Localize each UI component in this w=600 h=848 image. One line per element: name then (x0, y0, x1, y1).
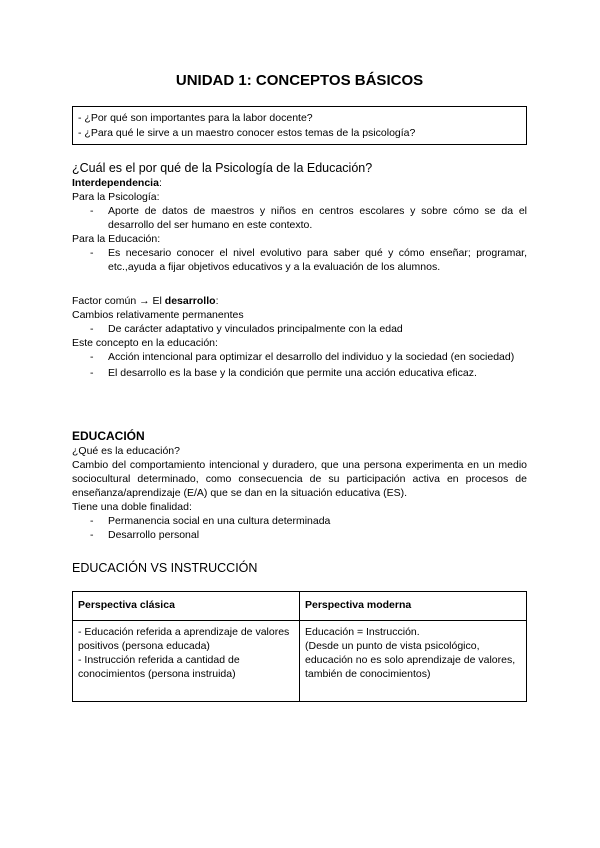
list-item: - Es necesario conocer el nivel evolutivo para saber qué y cómo enseñar; programar, etc.,ayuda a fijar objetivos educativos y a la evaluación de los alumnos. (72, 246, 527, 274)
modern-line: (Desde un punto de vista psicológico, educación no es solo aprendizaje de valores, también de conocimientos) (305, 640, 516, 680)
psychology-label: Para la Psicología: (72, 191, 160, 203)
list-item: - Acción intencional para optimizar el desarrollo del individuo y la sociedad (en sociedad) (72, 350, 527, 364)
classic-line: - Instrucción referida a cantidad de conocimientos (persona instruida) (78, 654, 240, 680)
factor-line (72, 294, 527, 308)
interdependence-label: Interdependencia (72, 177, 159, 189)
concept-list (72, 350, 527, 380)
list-item: - Permanencia social en una cultura determinada (72, 514, 527, 528)
list-item: - El desarrollo es la base y la condición que permite una acción educativa eficaz. (72, 366, 527, 380)
section-education (72, 428, 527, 542)
classic-line: - Educación referida a aprendizaje de valores positivos (persona educada) (78, 626, 290, 652)
list-item: - Aporte de datos de maestros y niños en centros escolares y sobre cómo se da el desarrollo del ser humano en este contexto. (72, 204, 527, 232)
factor-bold: desarrollo (164, 295, 216, 307)
factor-suffix: : (215, 295, 219, 307)
section-development (72, 294, 527, 380)
column-header-classic: Perspectiva clásica (73, 592, 300, 621)
purpose-list (72, 514, 527, 542)
table-header-row (73, 592, 527, 621)
education-list (72, 246, 527, 274)
modern-cell (300, 621, 527, 702)
modern-line: Educación = Instrucción. (305, 626, 420, 638)
education-question: ¿Qué es la educación? (72, 445, 180, 457)
question-item: - ¿Para qué le sirve a un maestro conocer estos temas de la psicología? (78, 127, 416, 139)
table-row (73, 621, 527, 702)
factor-prefix: Factor común → El (72, 295, 165, 307)
purpose-label: Tiene una doble finalidad: (72, 501, 192, 513)
classic-cell (73, 621, 300, 702)
comparison-heading: EDUCACIÓN VS INSTRUCCIÓN (72, 561, 258, 575)
list-item: - De carácter adaptativo y vinculados principalmente con la edad (72, 322, 527, 336)
page-title: UNIDAD 1: CONCEPTOS BÁSICOS (175, 72, 424, 89)
psychology-list (72, 204, 527, 232)
education-heading: EDUCACIÓN (72, 429, 145, 443)
interdependence-line (72, 176, 527, 190)
list-item: - Desarrollo personal (72, 528, 527, 542)
comparison-table (72, 591, 527, 702)
section-why (72, 160, 527, 274)
questions-box (72, 106, 527, 145)
section-heading: ¿Cuál es el por qué de la Psicología de la Educación? (72, 161, 373, 175)
changes-label: Cambios relativamente permanentes (72, 309, 244, 321)
education-label: Para la Educación: (72, 233, 161, 245)
concept-label: Este concepto en la educación: (72, 337, 218, 349)
interdependence-colon: : (158, 177, 162, 189)
changes-list (72, 322, 527, 336)
column-header-modern: Perspectiva moderna (300, 592, 527, 621)
question-item: - ¿Por qué son importantes para la labor docente? (78, 112, 313, 124)
education-definition: Cambio del comportamiento intencional y duradero, que una persona experimenta en un medio sociocultural determinado, como consecuencia de su participación activa en procesos de enseñanza/aprendizaje (E/A) que se dan en la situación educativa (ES). (72, 459, 527, 499)
